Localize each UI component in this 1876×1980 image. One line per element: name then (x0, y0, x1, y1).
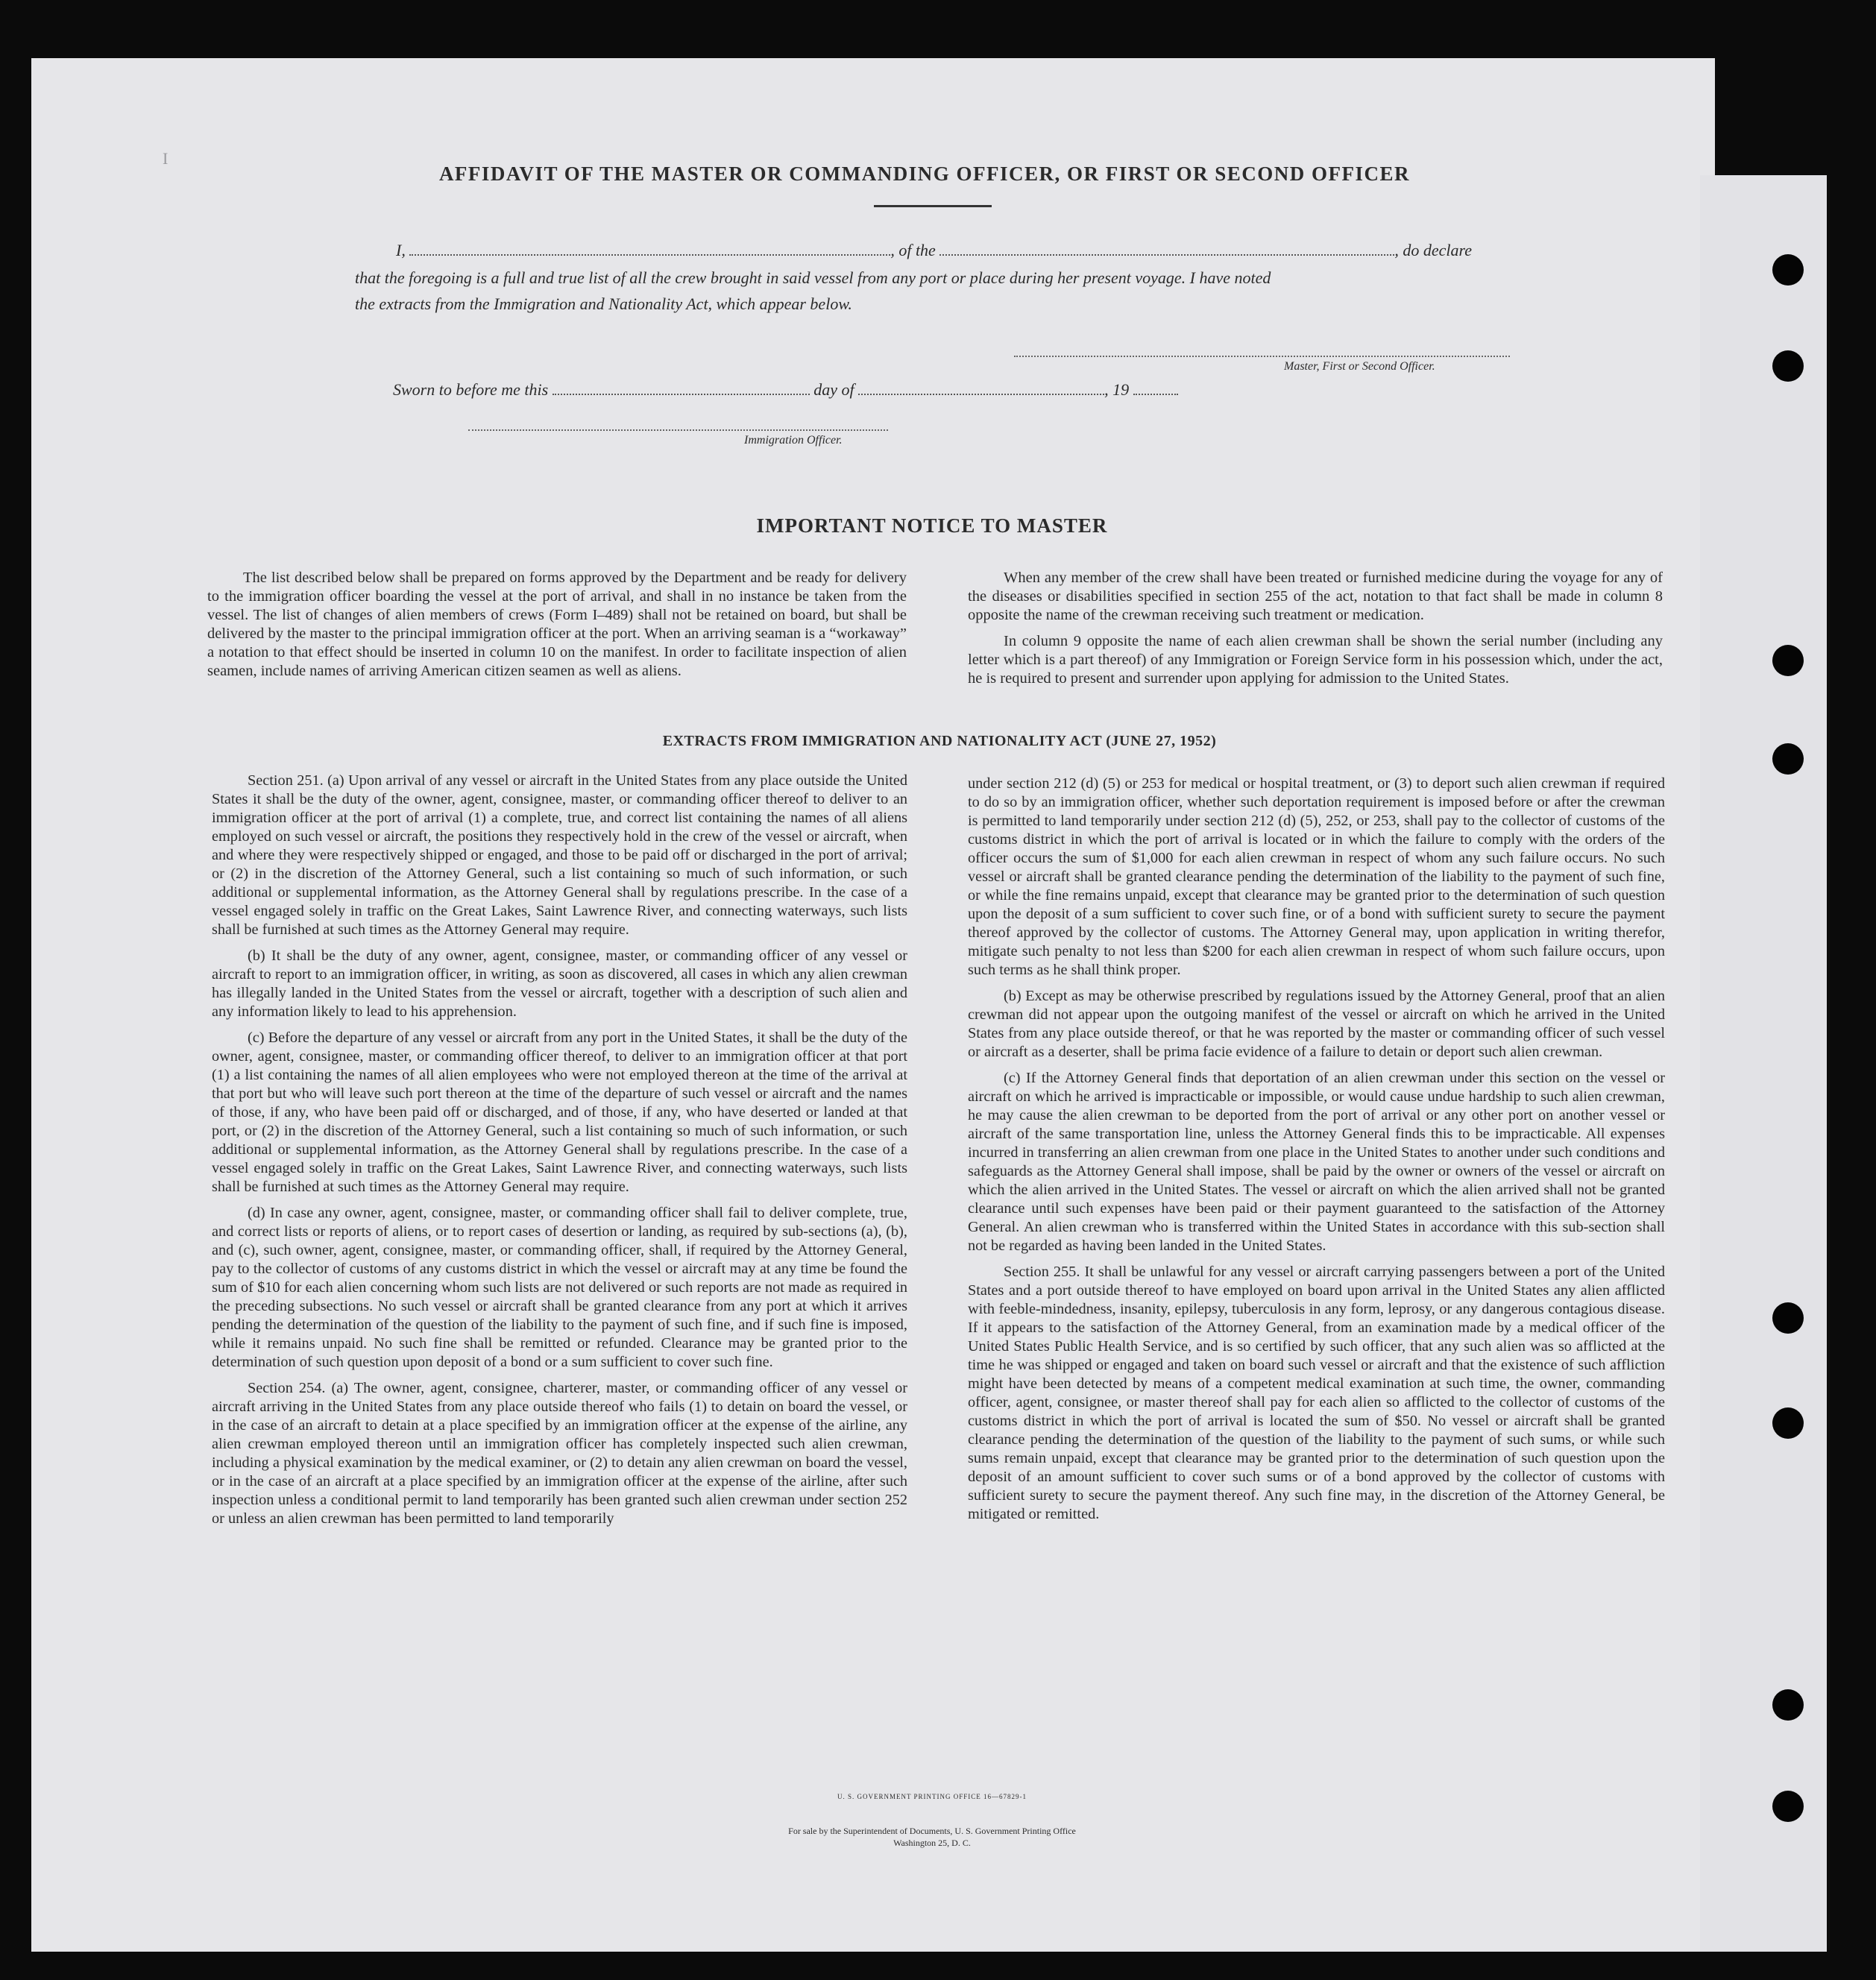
notice-title: IMPORTANT NOTICE TO MASTER (756, 514, 1108, 537)
notice-right-paragraph-1: When any member of the crew shall have been treated or furnished medicine during the voyage for any of the diseases or disabilities specified in section 255 of the act, notation to that fact shall be made in column 8 opposite the name of the crewman receiving such treatment or medication. (968, 570, 1663, 623)
section-251b: (b) It shall be the duty of any owner, agent, consignee, master, or commanding officer of any vessel or aircraft to report to an immigration officer, in writing, as soon as discovered, all cases in which any alien crewman has illegally landed in the United States from the vessel or aircraft, together with a description of such alien and any information likely to lead to his apprehension. (212, 948, 907, 1020)
affidavit-line-2: that the foregoing is a full and true list of all the crew brought in said vessel from any port or place during her present voyage. I have noted (355, 268, 1271, 287)
extracts-title: EXTRACTS FROM IMMIGRATION AND NATIONALITY ACT (JUNE 27, 1952) (662, 733, 1217, 749)
page-edge-tab (1700, 175, 1827, 1952)
affidavit-line-1 (355, 237, 1511, 264)
section-251a: Section 251. (a) Upon arrival of any vessel or aircraft in the United States from any place outside the United States it shall be the duty of the owner, agent, consignee, master, or commanding officer thereof to deliver to an immigration officer at the port of arrival (1) a complete, true, and correct list containing the names of all aliens employed on such vessel or aircraft, the positions they respectively hold in the crew of the vessel or aircraft, when and where they were respectively shipped or engaged, and those to be paid off or discharged in the port of arrival; or (2) in the discretion of the Attorney General, such a list containing so much of such information, or such additional or supplemental information, as the Attorney General shall by regulations prescribe. In the case of a vessel engaged solely in traffic on the Great Lakes, Saint Lawrence River, and connecting waterways, such lists shall be furnished at such times as the Attorney General may require. (212, 772, 907, 938)
gpo-imprint: U. S. GOVERNMENT PRINTING OFFICE 16—67829-1 (837, 1793, 1027, 1800)
section-254a: Section 254. (a) The owner, agent, consignee, charterer, master, or commanding officer of any vessel or aircraft arriving in the United States from any place outside thereof who fails (1) to detain on board the vessel, or in the case of an aircraft to detain at a place specified by an immigration officer at the expense of the airline, any alien crewman employed thereon until an immigration officer has completely inspected such alien crewman, including a physical examination by the medical examiner, or (2) to detain any alien crewman on board the vessel, or in the case of an aircraft at a place specified by an immigration officer at the expense of the airline, after such inspection unless a conditional permit to land temporarily has been granted such alien crewman under section 252 or unless an alien crewman has been permitted to land temporarily (212, 1380, 907, 1527)
section-251d: (d) In case any owner, agent, consignee, master, or commanding officer shall fail to deliver complete, true, and correct lists or reports of aliens, or to report cases of desertion or landing, as required by sub-sections (a), (b), and (c), such owner, agent, consignee, master, or commanding officer, shall, if required by the Attorney General, pay to the collector of customs of any customs district in which the vessel or aircraft may at any time be found the sum of $10 for each alien concerning whom such lists are not delivered or such reports are not made as required in the preceding subsections. No such vessel or aircraft shall be granted clearance from any port at which it arrives pending the determination of the question of the liability to the payment of such fine, and if such fine is imposed, while it remains unpaid. No such fine shall be remitted or refunded. Clearance may be granted prior to the determination of such question upon deposit of a bond or a sum sufficient to cover such fine. (212, 1205, 907, 1370)
sworn-month-field[interactable] (858, 394, 1104, 395)
section-254a-cont: under section 212 (d) (5) or 253 for medical or hospital treatment, or (3) to deport such alien crewman if required to do so by an immigration officer, whether such deportation requirement is imposed before or after the crewman is permitted to land temporarily under section 212 (d) (5), 252, or 253, shall pay to the collector of customs of the customs district in which the port of arrival is located or in which the failure to comply with the orders of the officer occurs the sum of $1,000 for each alien crewman in respect of whom any such failure occurs. No such vessel or aircraft shall be granted clearance pending the determination of the liability to the payment of such fine, or while the fine remains unpaid, except that clearance may be granted prior to the determination of such question upon the deposit of a sum sufficient to cover such fine, or of a bond with sufficient surety to secure the payment thereof approved by the collector of customs. The Attorney General may, upon application in writing therefor, mitigate such penalty to not less than $200 for each alien crewman in respect of whom such failure occurs, upon such terms as he shall think proper. (968, 775, 1665, 978)
notice-left-column (207, 569, 907, 688)
sales-footer (597, 1825, 1268, 1849)
binder-hole (1772, 645, 1804, 676)
affidavit-declare: , do declare (1394, 241, 1472, 259)
officer-caption: Immigration Officer. (744, 434, 843, 447)
binder-hole (1772, 350, 1804, 382)
name-field[interactable] (409, 254, 890, 256)
binder-hole (1772, 743, 1804, 775)
section-254b: (b) Except as may be otherwise prescribed by regulations issued by the Attorney General, proof that an alien crewman did not appear upon the outgoing manifest of the vessel or aircraft on which he arrived in the United States from any place outside thereof, or that he was reported by the master or commanding officer of such vessel or aircraft as a deserter, shall be prima facie evidence of a failure to detain or deport such alien crewman. (968, 988, 1665, 1060)
extracts-left-column (212, 772, 907, 1536)
section-254c: (c) If the Attorney General finds that deportation of an alien crewman under this section on the vessel or aircraft on which he arrived is impracticable or impossible, or would cause undue hardship to such alien crewman, he may cause the alien crewman to be deported from the port of arrival or any other port on another vessel or aircraft of the same transportation line, unless the Attorney General finds this to be impracticable. All expenses incurred in transferring an alien crewman from one place in the United States to another under such conditions and safeguards as the Attorney General shall impose, shall be paid by the owner or owners of the vessel or aircraft on which the alien arrived in the United States. The vessel or aircraft on which the alien arrived shall not be granted clearance until such expenses have been paid or their payment guaranteed to the satisfaction of the Attorney General. An alien crewman who is transferred within the United States in accordance with this sub-section shall not be regarded as having been landed in the United States. (968, 1070, 1665, 1254)
master-signature-line[interactable] (1014, 356, 1510, 357)
affidavit-line-3: the extracts from the Immigration and Nationality Act, which appear below. (355, 294, 852, 313)
sales-footer-line-2: Washington 25, D. C. (893, 1838, 971, 1848)
binder-hole (1772, 254, 1804, 286)
affidavit-title: AFFIDAVIT OF THE MASTER OR COMMANDING OFFICER, OR FIRST OR SECOND OFFICER (438, 163, 1411, 185)
binder-hole (1772, 1791, 1804, 1822)
margin-mark: I (163, 149, 169, 168)
notice-right-column (968, 569, 1663, 696)
affidavit-of-the: , of the (890, 241, 936, 259)
vessel-field[interactable] (939, 254, 1394, 256)
year-label: , 19 (1104, 380, 1130, 399)
day-of-label: day of (813, 380, 854, 399)
sworn-label: Sworn to before me this (393, 380, 549, 399)
section-255: Section 255. It shall be unlawful for any vessel or aircraft carrying passengers between a port of the United States and a port outside thereof to have employed on board upon arrival in the United States any alien afflicted with feeble-mindedness, insanity, epilepsy, tuberculosis in any form, leprosy, or any dangerous contagious disease. If it appears to the satisfaction of the Attorney General, from an examination made by a medical officer of the United States Public Health Service, and is so certified by such officer, that any such alien was so afflicted at the time he was shipped or engaged and taken on board such vessel or aircraft and that the existence of such affliction might have been detected by means of a competent medical examination at such time, the owner, commanding officer, agent, consignee, or master thereof shall pay for each alien so afflicted to the collector of customs of the customs district in which the port of arrival is located the sum of $50. No vessel or aircraft shall be granted clearance pending the determination of the question of the liability to the payment of such sums, or while such sums remain unpaid, except that clearance may be granted prior to the determination of such question upon the deposit of an amount sufficient to cover such sums or of a bond approved by the collector of customs with sufficient surety to secure the payment thereof. Any such fine may, in the discretion of the Attorney General, be mitigated or remitted. (968, 1264, 1665, 1522)
officer-signature-line[interactable] (468, 429, 888, 431)
sworn-day-field[interactable] (553, 394, 810, 395)
master-caption: Master, First or Second Officer. (1284, 360, 1435, 373)
notice-left-paragraph: The list described below shall be prepared on forms approved by the Department and be ready for delivery to the immigration officer boarding the vessel at the port of arrival, and shall in no instance be taken from the vessel. The list of changes of alien members of crews (Form I–489) shall not be retained on board, but shall be delivered by the master to the principal immigration officer at the port. When an arriving seaman is a “workaway” a notation to that effect should be inserted in column 10 on the manifest. In order to facilitate inspection of alien seamen, include names of arriving American citizen seamen as well as aliens. (207, 570, 907, 679)
binder-hole (1772, 1407, 1804, 1439)
extracts-right-column (968, 775, 1665, 1531)
binder-hole (1772, 1302, 1804, 1334)
binder-hole (1772, 1689, 1804, 1721)
sales-footer-line-1: For sale by the Superintendent of Documents, U. S. Government Printing Office (788, 1826, 1076, 1836)
section-251c: (c) Before the departure of any vessel or aircraft from any port in the United States, it shall be the duty of the owner, agent, consignee, master, or commanding officer thereof, to deliver to an immigration officer at that port (1) a list containing the names of all alien employees who were not employed thereon at the time of the arrival at that port but who will leave such port thereon at the time of the departure of such vessel or aircraft and the names of those, if any, who have been paid off or discharged, and of those, if any, who have deserted or landed at that port, or (2) in the discretion of the Attorney General, such a list containing so much of such information, or such additional or supplemental information, as the Attorney General shall by regulations prescribe. In the case of a vessel engaged solely in traffic on the Great Lakes, Saint Lawrence River, and connecting waterways, such lists shall be furnished at such times as the Attorney General may require. (212, 1030, 907, 1195)
sworn-line (393, 376, 1288, 403)
affidavit-i: I, (396, 241, 406, 259)
title-rule (874, 205, 992, 207)
sworn-year-field[interactable] (1133, 394, 1178, 395)
notice-right-paragraph-2: In column 9 opposite the name of each alien crewman shall be shown the serial number (including any letter which is a part thereof) of any Immigration or Foreign Service form in his possession which, under the act, he is required to present and surrender upon applying for admission to the United States. (968, 633, 1663, 687)
